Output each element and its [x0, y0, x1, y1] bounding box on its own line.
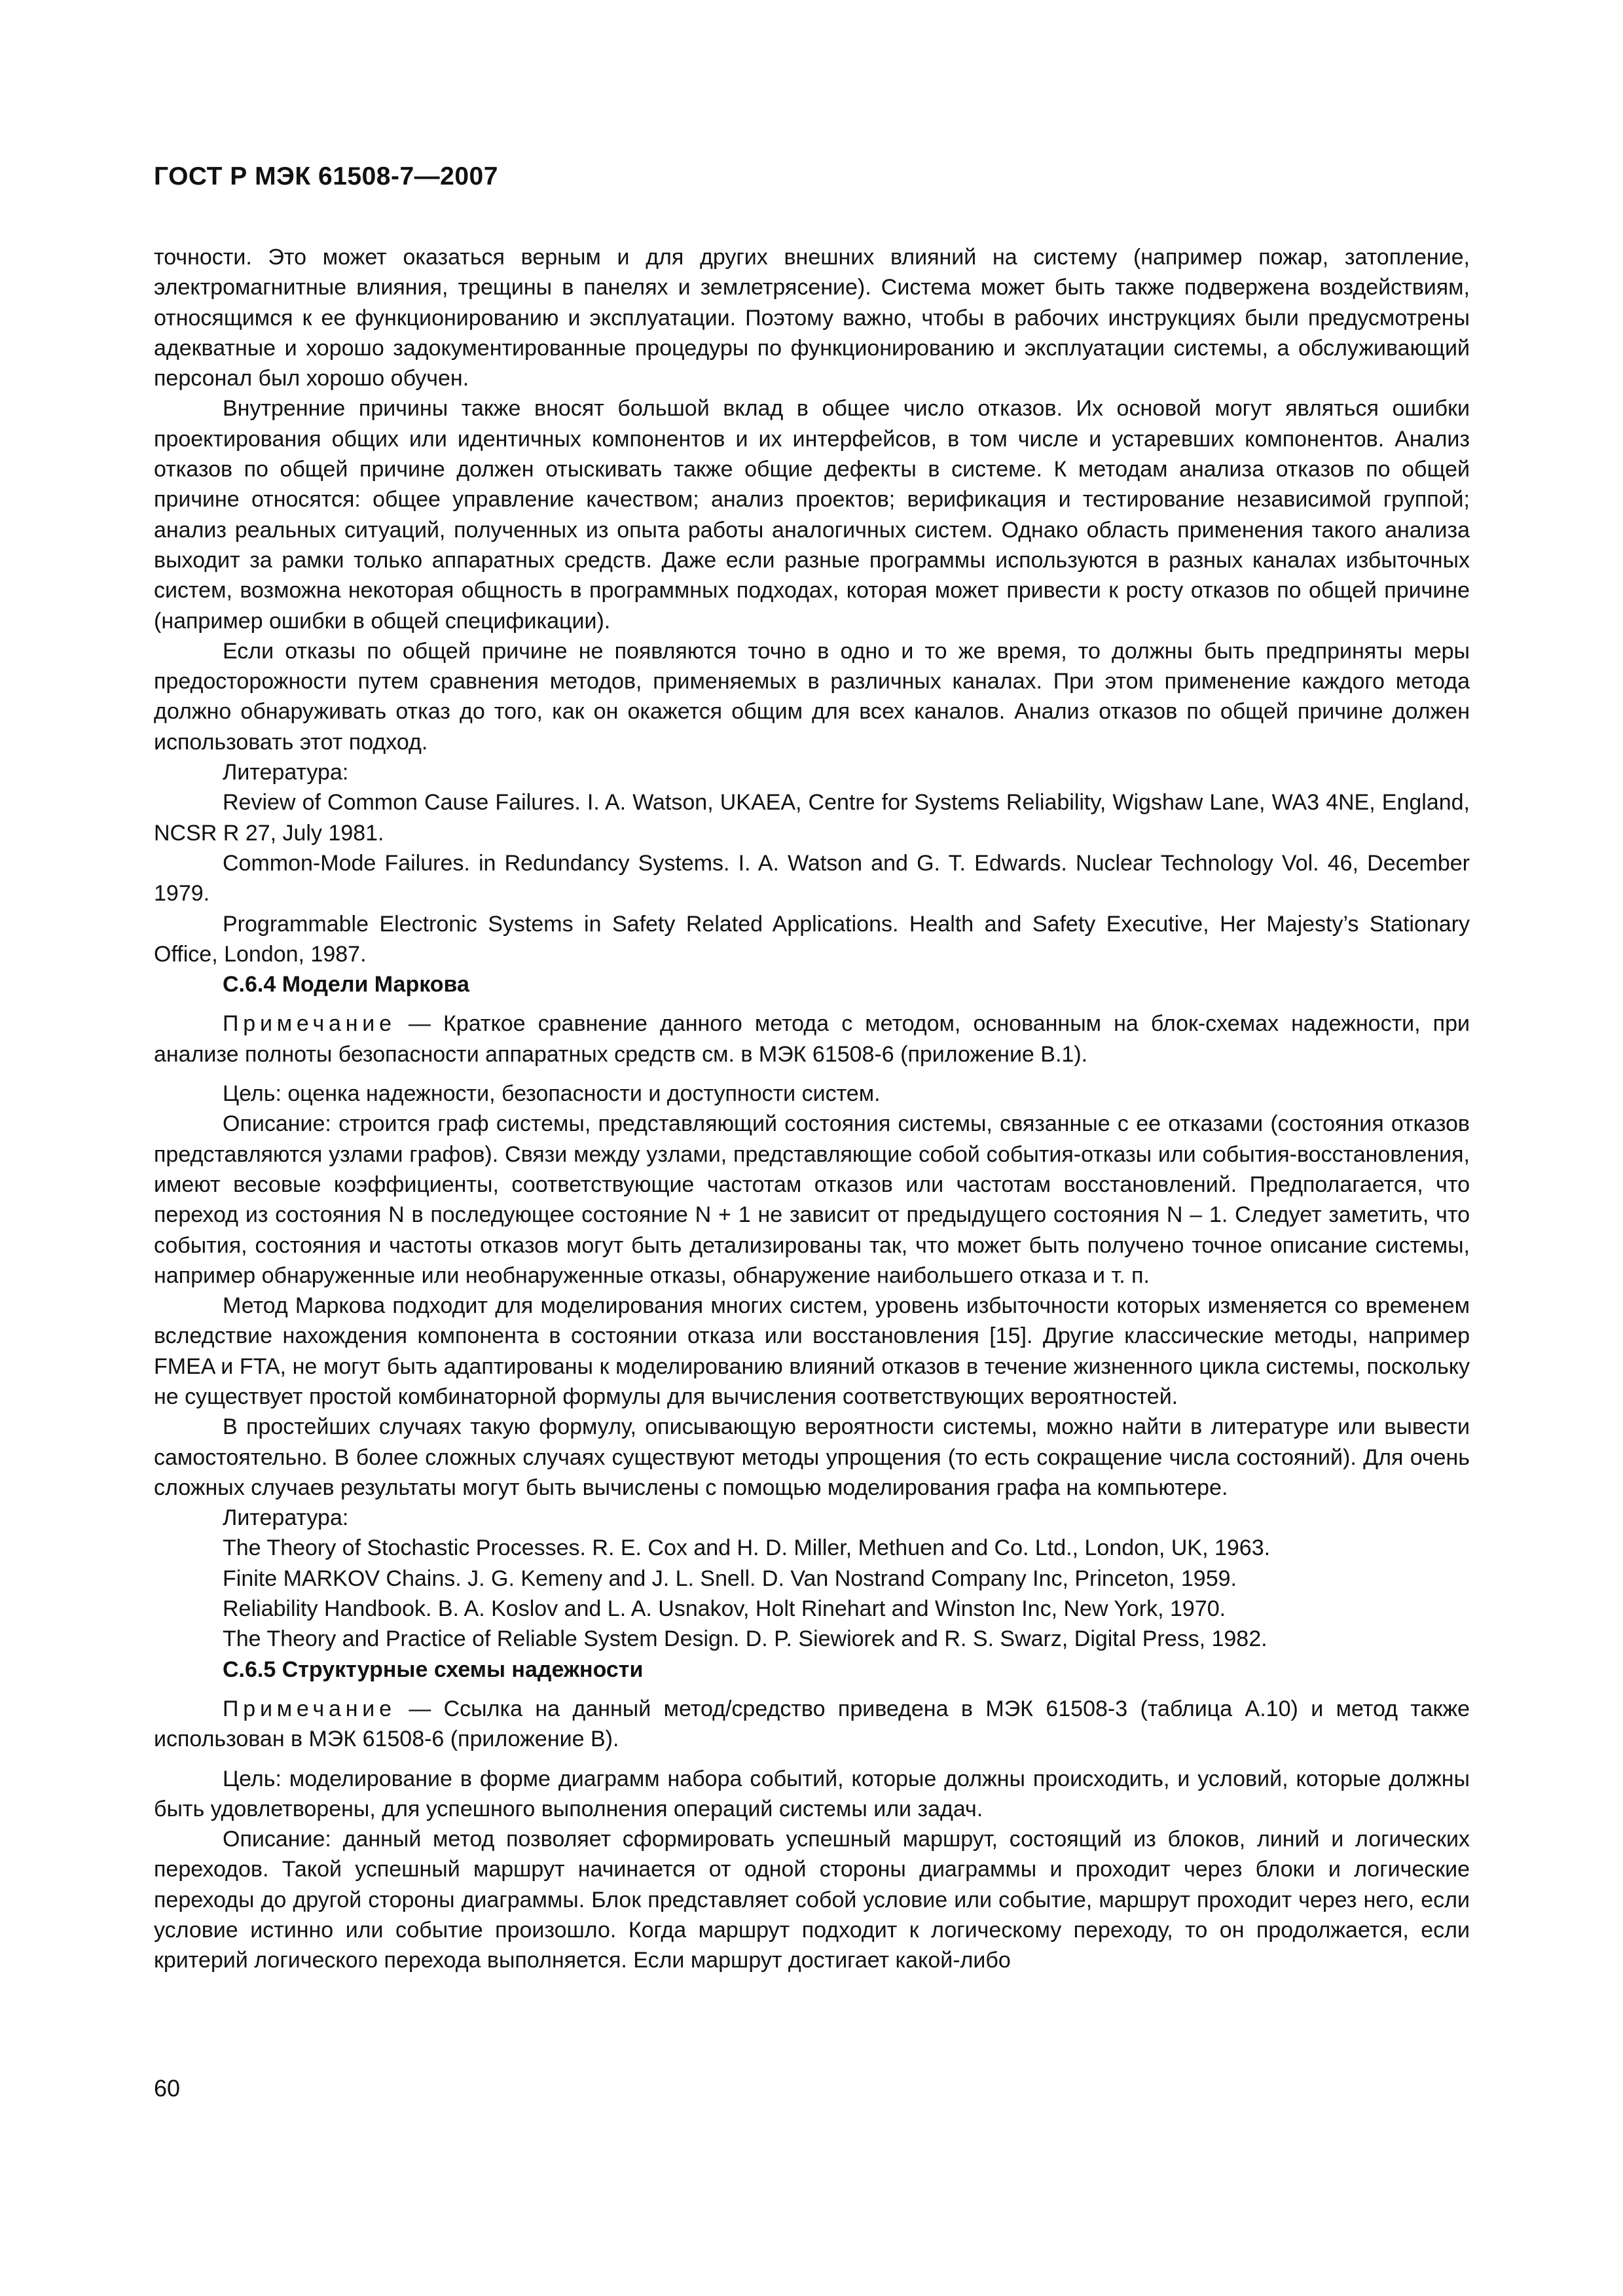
paragraph: Finite MARKOV Chains. J. G. Kemeny and J. L. Snell. D. Van Nostrand Company Inc, Princeton, 1959. [223, 1566, 1237, 1591]
paragraph-continuation: точности. Это может оказаться верным и для других внешних влияний на систему (например пожар, затопление, электромагнитные влияния, трещины в панелях и землетрясение). Система может быть также подвержена воздействиям, относящимся к ее функционированию и эксплуатации. Поэтому важно, чтобы в рабочих инструкциях были предусмотрены адекватные и хорошо задокументированные процедуры по функционированию и эксплуатации системы, а обслуживающий персонал был хорошо обучен. [154, 245, 1470, 391]
note-text: — Краткое сравнение данного метода с методом, основанным на блок-схемах надежности, при анализе полноты безопасности аппаратных средств см. в МЭК 61508-6 (приложение В.1). [154, 1011, 1470, 1067]
paragraph: Common-Mode Failures. in Redundancy Systems. I. A. Watson and G. T. Edwards. Nuclear Technology Vol. 46, December 1979. [154, 850, 1470, 906]
paragraph: Цель: моделирование в форме диаграмм набора событий, которые должны происходить, и условий, которые должны быть удовлетворены, для успешного выполнения операций системы или задач. [154, 1766, 1470, 1821]
paragraph: Метод Маркова подходит для моделирования многих систем, уровень избыточности которых изменяется со временем вследствие нахождения компонента в состоянии отказа или восстановления [15]. Другие классические методы, например FMEA и FTA, не могут быть адаптированы к моделированию влияний отказов в течение жизненного цикла системы, поскольку не существует простой комбинаторной формулы для вычисления соответствующих вероятностей. [154, 1293, 1470, 1409]
note-paragraph [154, 1694, 1470, 1755]
note-label: Примечание [223, 1011, 396, 1037]
note-text: — Ссылка на данный метод/средство приведена в МЭК 61508-3 (таблица А.10) и метод также использован в МЭК 61508-6 (приложение В). [154, 1696, 1470, 1752]
document-body [154, 242, 1470, 1976]
paragraph: Review of Common Cause Failures. I. A. Watson, UKAEA, Centre for Systems Reliability, Wigshaw Lane, WA3 4NE, England, NCSR R 27, July 1981. [154, 790, 1470, 846]
paragraph: Reliability Handbook. B. A. Koslov and L. A. Usnakov, Holt Rinehart and Winston Inc, New York, 1970. [223, 1596, 1226, 1622]
paragraph: Литература: [223, 1505, 349, 1531]
paragraph: В простейших случаях такую формулу, описывающую вероятности системы, можно найти в литературе или вывести самостоятельно. В более сложных случаях существуют методы упрощения (то есть сокращение числа состояний). Для очень сложных случаев результаты могут быть вычислены с помощью моделирования графа на компьютере. [154, 1414, 1470, 1500]
paragraph: Цель: оценка надежности, безопасности и доступности систем. [223, 1081, 881, 1107]
section-heading: С.6.5 Структурные схемы надежности [223, 1657, 644, 1682]
note-label: Примечание [223, 1696, 396, 1721]
note-paragraph [154, 1009, 1470, 1069]
document-header: ГОСТ Р МЭК 61508-7—2007 [154, 162, 498, 190]
page-number: 60 [154, 2075, 181, 2102]
paragraph: Если отказы по общей причине не появляются точно в одно и то же время, то должны быть предприняты меры предосторожности путем сравнения методов, применяемых в различных каналах. При этом применение каждого метода должно обнаруживать отказ до того, как он окажется общим для всех каналов. Анализ отказов по общей причине должен использовать этот подход. [154, 638, 1470, 755]
paragraph: Programmable Electronic Systems in Safety Related Applications. Health and Safety Executive, Her Majesty’s Stationary Office, London, 1987. [154, 911, 1470, 967]
paragraph: Описание: строится граф системы, представляющий состояния системы, связанные с ее отказами (состояния отказов представляются узлами графов). Связи между узлами, представляющие собой события-отказы или события-восстановления, имеют весовые коэффициенты, соответствующие частотам отказов или частотам восстановлений. Предполагается, что переход из состояния N в последующее состояние N + 1 не зависит от предыдущего состояния N – 1. Следует заметить, что события, состояния и частоты отказов могут быть детализированы так, что может быть получено точное описание системы, например обнаруженные или необнаруженные отказы, обнаружение наибольшего отказа и т. п. [154, 1111, 1470, 1288]
paragraph: The Theory and Practice of Reliable System Design. D. P. Siewiorek and R. S. Swarz, Digital Press, 1982. [223, 1626, 1267, 1652]
paragraph: The Theory of Stochastic Processes. R. E. Cox and H. D. Miller, Methuen and Co. Ltd., London, UK, 1963. [223, 1535, 1271, 1561]
paragraph: Описание: данный метод позволяет сформировать успешный маршрут, состоящий из блоков, линий и логических переходов. Такой успешный маршрут начинается от одной стороны диаграммы и проходит через блоки и логические переходы до другой стороны диаграммы. Блок представляет собой условие или событие, маршрут проходит через него, если условие истинно или событие произошло. Когда маршрут подходит к логическому переходу, то он продолжается, если критерий логического перехода выполняется. Если маршрут достигает какой-либо [154, 1827, 1470, 1973]
paragraph: Литература: [223, 760, 349, 785]
section-heading: С.6.4 Модели Маркова [223, 972, 469, 997]
paragraph: Внутренние причины также вносят большой вклад в общее число отказов. Их основой могут являться ошибки проектирования общих или идентичных компонентов и их интерфейсов, в том числе и устаревших компонентов. Анализ отказов по общей причине должен отыскивать также общие дефекты в системе. К методам анализа отказов по общей причине относятся: общее управление качеством; анализ проектов; верификация и тестирование независимой группой; анализ реальных ситуаций, полученных из опыта работы аналогичных систем. Однако область применения такого анализа выходит за рамки только аппаратных средств. Даже если разные программы используются в разных каналах избыточных систем, возможна некоторая общность в программных подходах, которая может привести к росту отказов по общей причине (например ошибки в общей спецификации). [154, 396, 1470, 634]
